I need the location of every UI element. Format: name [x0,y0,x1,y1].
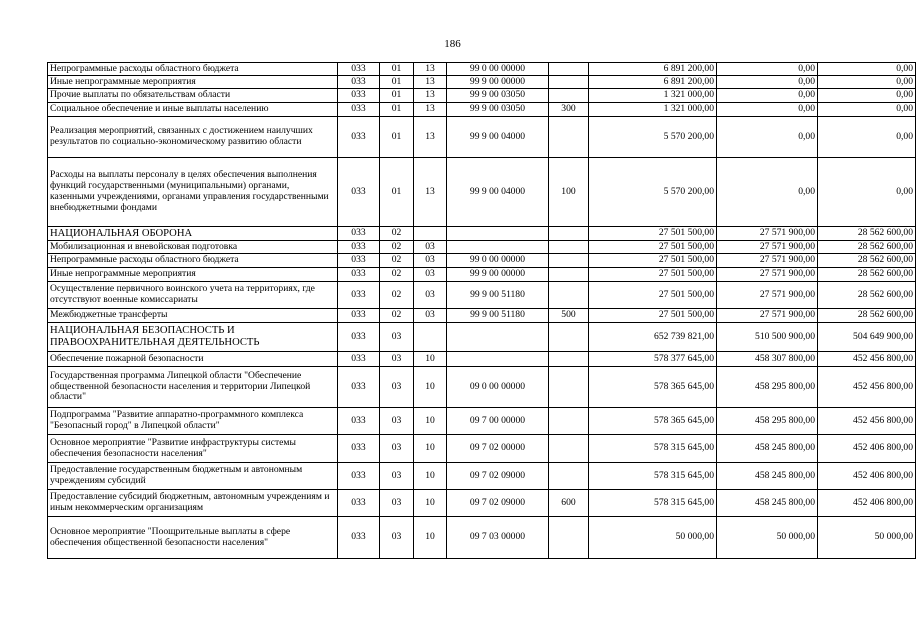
amount-year3-cell: 28 562 600,00 [818,309,916,323]
amount-year3-cell: 28 562 600,00 [818,282,916,309]
section-code-cell: 03 [380,408,414,435]
amount-year3-cell: 452 456 800,00 [818,367,916,408]
amount-year1-cell: 578 365 645,00 [589,367,717,408]
subsection-code-cell: 03 [414,268,447,282]
table-row [48,268,916,282]
amount-year2-cell: 50 000,00 [717,517,818,559]
section-code-cell: 02 [380,241,414,254]
admin-code-cell: 033 [338,408,380,435]
subsection-code-cell: 03 [414,241,447,254]
amount-year1-cell: 27 501 500,00 [589,241,717,254]
admin-code-cell: 033 [338,254,380,268]
target-article-cell [447,323,549,352]
subsection-code-cell [414,323,447,352]
amount-year2-cell: 0,00 [717,89,818,103]
section-code-cell: 01 [380,117,414,158]
target-article-cell: 99 9 00 00000 [447,268,549,282]
target-article-cell: 99 9 00 51180 [447,282,549,309]
row-name-cell: Основное мероприятие "Поощрительные выплаты в сфере обеспечения общественной безопасности населения" [48,517,338,559]
row-name-cell: Подпрограмма "Развитие аппаратно-программного комплекса "Безопасный город" в Липецкой области" [48,408,338,435]
amount-year3-cell: 28 562 600,00 [818,241,916,254]
subsection-code-cell: 13 [414,117,447,158]
subsection-code-cell: 10 [414,463,447,490]
expense-type-cell [549,89,589,103]
row-name-cell: Иные непрограммные мероприятия [48,268,338,282]
target-article-cell: 09 0 00 00000 [447,367,549,408]
row-name-cell: Обеспечение пожарной безопасности [48,352,338,367]
row-name-cell: Непрограммные расходы областного бюджета [48,63,338,76]
table-row [48,490,916,517]
row-name-cell: Расходы на выплаты персоналу в целях обеспечения выполнения функций государственными (муниципальными) органами, казенными учреждениями, органами управления государственными внебюджетными фондами [48,158,338,227]
amount-year1-cell: 1 321 000,00 [589,89,717,103]
amount-year2-cell: 0,00 [717,103,818,117]
table-row [48,117,916,158]
amount-year1-cell: 578 315 645,00 [589,435,717,463]
amount-year1-cell: 27 501 500,00 [589,254,717,268]
subsection-code-cell: 13 [414,103,447,117]
expense-type-cell [549,254,589,268]
amount-year2-cell: 0,00 [717,158,818,227]
subsection-code-cell: 10 [414,408,447,435]
amount-year3-cell: 0,00 [818,117,916,158]
subsection-code-cell: 13 [414,76,447,89]
admin-code-cell: 033 [338,282,380,309]
table-row [48,103,916,117]
section-code-cell: 03 [380,367,414,408]
expense-type-cell [549,117,589,158]
amount-year2-cell: 27 571 900,00 [717,254,818,268]
table-row [48,323,916,352]
amount-year1-cell: 5 570 200,00 [589,117,717,158]
row-name-cell: Основное мероприятие "Развитие инфраструктуры системы обеспечения безопасности населения" [48,435,338,463]
subsection-code-cell: 03 [414,309,447,323]
admin-code-cell: 033 [338,490,380,517]
admin-code-cell: 033 [338,117,380,158]
expense-type-cell [549,463,589,490]
row-name-cell: Государственная программа Липецкой области "Обеспечение общественной безопасности населения и территории Липецкой области" [48,367,338,408]
target-article-cell: 99 9 00 51180 [447,309,549,323]
target-article-cell: 99 9 00 03050 [447,103,549,117]
row-name-cell: Иные непрограммные мероприятия [48,76,338,89]
expense-type-cell [549,282,589,309]
amount-year3-cell: 452 406 800,00 [818,490,916,517]
amount-year1-cell: 1 321 000,00 [589,103,717,117]
amount-year1-cell: 27 501 500,00 [589,282,717,309]
admin-code-cell: 033 [338,435,380,463]
budget-table [47,62,916,559]
amount-year2-cell: 27 571 900,00 [717,282,818,309]
amount-year2-cell: 0,00 [717,63,818,76]
table-row [48,463,916,490]
target-article-cell: 99 0 00 00000 [447,63,549,76]
subsection-code-cell [414,227,447,241]
admin-code-cell: 033 [338,76,380,89]
table-body [48,63,916,559]
section-code-cell: 03 [380,517,414,559]
target-article-cell: 09 7 02 00000 [447,435,549,463]
admin-code-cell: 033 [338,268,380,282]
amount-year2-cell: 458 245 800,00 [717,490,818,517]
page-number: 186 [444,38,461,50]
subsection-code-cell: 03 [414,282,447,309]
expense-type-cell [549,268,589,282]
section-code-cell: 03 [380,490,414,517]
target-article-cell [447,352,549,367]
section-code-cell: 02 [380,227,414,241]
amount-year3-cell: 0,00 [818,158,916,227]
expense-type-cell [549,323,589,352]
amount-year3-cell: 28 562 600,00 [818,254,916,268]
expense-type-cell [549,76,589,89]
amount-year3-cell: 28 562 600,00 [818,268,916,282]
amount-year2-cell: 27 571 900,00 [717,227,818,241]
amount-year1-cell: 578 377 645,00 [589,352,717,367]
expense-type-cell [549,367,589,408]
section-code-cell: 03 [380,435,414,463]
admin-code-cell: 033 [338,89,380,103]
expense-type-cell: 600 [549,490,589,517]
section-code-cell: 02 [380,309,414,323]
section-code-cell: 02 [380,282,414,309]
section-code-cell: 01 [380,103,414,117]
target-article-cell: 99 9 00 03050 [447,89,549,103]
amount-year3-cell: 0,00 [818,103,916,117]
section-code-cell: 03 [380,323,414,352]
expense-type-cell [549,408,589,435]
table-row [48,76,916,89]
expense-type-cell: 100 [549,158,589,227]
table-row [48,63,916,76]
amount-year3-cell: 0,00 [818,63,916,76]
expense-type-cell [549,352,589,367]
amount-year3-cell: 50 000,00 [818,517,916,559]
target-article-cell: 99 0 00 00000 [447,254,549,268]
admin-code-cell: 033 [338,227,380,241]
target-article-cell: 99 9 00 04000 [447,117,549,158]
amount-year1-cell: 27 501 500,00 [589,309,717,323]
expense-type-cell: 500 [549,309,589,323]
target-article-cell [447,227,549,241]
table-row [48,227,916,241]
table-row [48,435,916,463]
table-row [48,241,916,254]
admin-code-cell: 033 [338,367,380,408]
subsection-code-cell: 13 [414,89,447,103]
table-row [48,254,916,268]
amount-year2-cell: 458 245 800,00 [717,463,818,490]
target-article-cell: 99 9 00 00000 [447,76,549,89]
amount-year3-cell: 0,00 [818,89,916,103]
row-name-cell: Предоставление субсидий бюджетным, автономным учреждениям и иным некоммерческим организациям [48,490,338,517]
expense-type-cell [549,435,589,463]
amount-year1-cell: 652 739 821,00 [589,323,717,352]
row-name-cell: Прочие выплаты по обязательствам области [48,89,338,103]
row-name-cell: НАЦИОНАЛЬНАЯ ОБОРОНА [48,227,338,241]
admin-code-cell: 033 [338,323,380,352]
amount-year1-cell: 6 891 200,00 [589,63,717,76]
subsection-code-cell: 10 [414,367,447,408]
row-name-cell: Непрограммные расходы областного бюджета [48,254,338,268]
row-name-cell: Реализация мероприятий, связанных с достижением наилучших результатов по социально-экономическому развитию области [48,117,338,158]
admin-code-cell: 033 [338,309,380,323]
amount-year2-cell: 27 571 900,00 [717,309,818,323]
row-name-cell: НАЦИОНАЛЬНАЯ БЕЗОПАСНОСТЬ И ПРАВООХРАНИТЕЛЬНАЯ ДЕЯТЕЛЬНОСТЬ [48,323,338,352]
amount-year1-cell: 6 891 200,00 [589,76,717,89]
expense-type-cell [549,63,589,76]
subsection-code-cell: 10 [414,352,447,367]
admin-code-cell: 033 [338,63,380,76]
amount-year1-cell: 50 000,00 [589,517,717,559]
amount-year2-cell: 458 307 800,00 [717,352,818,367]
subsection-code-cell: 10 [414,490,447,517]
admin-code-cell: 033 [338,241,380,254]
admin-code-cell: 033 [338,517,380,559]
table-row [48,517,916,559]
admin-code-cell: 033 [338,352,380,367]
amount-year3-cell: 452 456 800,00 [818,352,916,367]
amount-year1-cell: 578 315 645,00 [589,463,717,490]
subsection-code-cell: 10 [414,435,447,463]
subsection-code-cell: 13 [414,158,447,227]
admin-code-cell: 033 [338,158,380,227]
amount-year1-cell: 27 501 500,00 [589,227,717,241]
subsection-code-cell: 10 [414,517,447,559]
amount-year2-cell: 510 500 900,00 [717,323,818,352]
subsection-code-cell: 03 [414,254,447,268]
table-row [48,309,916,323]
section-code-cell: 01 [380,63,414,76]
amount-year1-cell: 5 570 200,00 [589,158,717,227]
amount-year3-cell: 452 406 800,00 [818,463,916,490]
target-article-cell: 09 7 00 00000 [447,408,549,435]
row-name-cell: Межбюджетные трансферты [48,309,338,323]
amount-year1-cell: 578 315 645,00 [589,490,717,517]
table-row [48,89,916,103]
row-name-cell: Социальное обеспечение и иные выплаты населению [48,103,338,117]
amount-year2-cell: 458 295 800,00 [717,367,818,408]
expense-type-cell [549,227,589,241]
row-name-cell: Мобилизационная и вневойсковая подготовка [48,241,338,254]
section-code-cell: 01 [380,89,414,103]
table-row [48,408,916,435]
target-article-cell: 09 7 02 09000 [447,490,549,517]
target-article-cell [447,241,549,254]
target-article-cell: 09 7 03 00000 [447,517,549,559]
amount-year3-cell: 452 456 800,00 [818,408,916,435]
target-article-cell: 99 9 00 04000 [447,158,549,227]
amount-year2-cell: 458 245 800,00 [717,435,818,463]
subsection-code-cell: 13 [414,63,447,76]
table-row [48,367,916,408]
expense-type-cell: 300 [549,103,589,117]
amount-year2-cell: 27 571 900,00 [717,241,818,254]
expense-type-cell [549,517,589,559]
amount-year1-cell: 578 365 645,00 [589,408,717,435]
amount-year3-cell: 504 649 900,00 [818,323,916,352]
amount-year3-cell: 452 406 800,00 [818,435,916,463]
admin-code-cell: 033 [338,103,380,117]
section-code-cell: 02 [380,254,414,268]
row-name-cell: Предоставление государственным бюджетным и автономным учреждениям субсидий [48,463,338,490]
section-code-cell: 01 [380,158,414,227]
target-article-cell: 09 7 02 09000 [447,463,549,490]
row-name-cell: Осуществление первичного воинского учета на территориях, где отсутствуют военные комиссариаты [48,282,338,309]
amount-year2-cell: 0,00 [717,76,818,89]
table-row [48,282,916,309]
section-code-cell: 02 [380,268,414,282]
amount-year2-cell: 458 295 800,00 [717,408,818,435]
section-code-cell: 01 [380,76,414,89]
expense-type-cell [549,241,589,254]
amount-year3-cell: 0,00 [818,76,916,89]
amount-year2-cell: 27 571 900,00 [717,268,818,282]
section-code-cell: 03 [380,352,414,367]
table-row [48,158,916,227]
section-code-cell: 03 [380,463,414,490]
amount-year1-cell: 27 501 500,00 [589,268,717,282]
amount-year2-cell: 0,00 [717,117,818,158]
table-row [48,352,916,367]
amount-year3-cell: 28 562 600,00 [818,227,916,241]
admin-code-cell: 033 [338,463,380,490]
